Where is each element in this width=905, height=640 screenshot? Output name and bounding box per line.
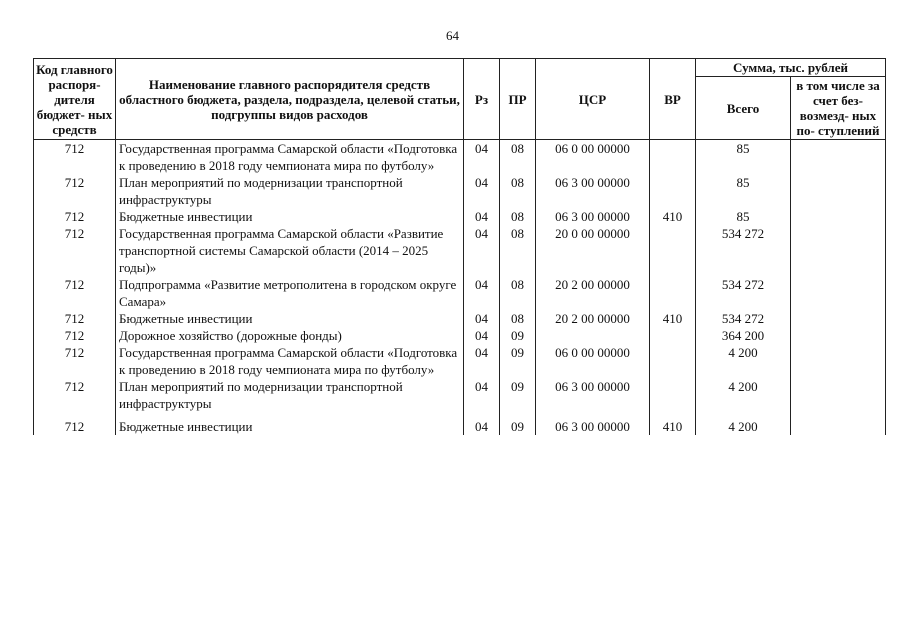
cell-incl bbox=[791, 174, 886, 208]
cell-rz: 04 bbox=[464, 378, 500, 412]
cell-code: 712 bbox=[34, 412, 116, 435]
cell-rz: 04 bbox=[464, 327, 500, 344]
cell-code: 712 bbox=[34, 310, 116, 327]
cell-code: 712 bbox=[34, 174, 116, 208]
header-total: Всего bbox=[696, 77, 791, 140]
cell-pr: 09 bbox=[500, 412, 536, 435]
header-code: Код главного распоря- дителя бюджет- ных средств bbox=[34, 59, 116, 140]
cell-total: 4 200 bbox=[696, 378, 791, 412]
cell-name: Государственная программа Самарской области «Подготовка к проведению в 2018 году чемпионата мира по футболу» bbox=[116, 140, 464, 175]
cell-pr: 09 bbox=[500, 378, 536, 412]
cell-csr bbox=[536, 327, 650, 344]
cell-name: План мероприятий по модернизации транспортной инфраструктуры bbox=[116, 174, 464, 208]
cell-incl bbox=[791, 344, 886, 378]
cell-total: 364 200 bbox=[696, 327, 791, 344]
cell-csr: 06 3 00 00000 bbox=[536, 174, 650, 208]
table-row bbox=[34, 412, 886, 435]
table-row bbox=[34, 174, 886, 208]
cell-total: 85 bbox=[696, 140, 791, 175]
cell-csr: 06 3 00 00000 bbox=[536, 412, 650, 435]
cell-pr: 09 bbox=[500, 327, 536, 344]
cell-rz: 04 bbox=[464, 344, 500, 378]
header-vr: ВР bbox=[650, 59, 696, 140]
table-row bbox=[34, 225, 886, 276]
cell-rz: 04 bbox=[464, 140, 500, 175]
cell-code: 712 bbox=[34, 327, 116, 344]
cell-incl bbox=[791, 412, 886, 435]
table-row bbox=[34, 140, 886, 175]
header-incl: в том числе за счет без- возмезд- ных по- ступлений bbox=[791, 77, 886, 140]
table-row bbox=[34, 344, 886, 378]
cell-vr bbox=[650, 327, 696, 344]
cell-vr bbox=[650, 344, 696, 378]
cell-vr bbox=[650, 276, 696, 310]
cell-pr: 08 bbox=[500, 174, 536, 208]
cell-vr: 410 bbox=[650, 412, 696, 435]
cell-vr bbox=[650, 174, 696, 208]
header-rz: Рз bbox=[464, 59, 500, 140]
cell-rz: 04 bbox=[464, 310, 500, 327]
cell-name: Бюджетные инвестиции bbox=[116, 208, 464, 225]
cell-incl bbox=[791, 327, 886, 344]
cell-name: Подпрограмма «Развитие метрополитена в городском округе Самара» bbox=[116, 276, 464, 310]
cell-total: 534 272 bbox=[696, 276, 791, 310]
table-row bbox=[34, 327, 886, 344]
cell-rz: 04 bbox=[464, 225, 500, 276]
cell-code: 712 bbox=[34, 276, 116, 310]
budget-table bbox=[33, 58, 886, 435]
cell-total: 85 bbox=[696, 174, 791, 208]
header-pr: ПР bbox=[500, 59, 536, 140]
cell-vr: 410 bbox=[650, 310, 696, 327]
cell-total: 4 200 bbox=[696, 344, 791, 378]
page-number: 64 bbox=[446, 28, 459, 43]
cell-name: Государственная программа Самарской области «Подготовка к проведению в 2018 году чемпионата мира по футболу» bbox=[116, 344, 464, 378]
cell-rz: 04 bbox=[464, 412, 500, 435]
table-row bbox=[34, 378, 886, 412]
header-name: Наименование главного распорядителя средств областного бюджета, раздела, подраздела, целевой статьи, подгруппы видов расходов bbox=[116, 59, 464, 140]
cell-pr: 09 bbox=[500, 344, 536, 378]
cell-rz: 04 bbox=[464, 174, 500, 208]
cell-vr bbox=[650, 140, 696, 175]
cell-name: План мероприятий по модернизации транспортной инфраструктуры bbox=[116, 378, 464, 412]
cell-total: 534 272 bbox=[696, 225, 791, 276]
cell-total: 4 200 bbox=[696, 412, 791, 435]
table-row bbox=[34, 310, 886, 327]
cell-pr: 08 bbox=[500, 208, 536, 225]
cell-pr: 08 bbox=[500, 225, 536, 276]
cell-pr: 08 bbox=[500, 140, 536, 175]
cell-csr: 20 2 00 00000 bbox=[536, 276, 650, 310]
cell-vr bbox=[650, 378, 696, 412]
cell-code: 712 bbox=[34, 225, 116, 276]
cell-rz: 04 bbox=[464, 208, 500, 225]
cell-name: Бюджетные инвестиции bbox=[116, 310, 464, 327]
cell-csr: 20 0 00 00000 bbox=[536, 225, 650, 276]
table-row bbox=[34, 276, 886, 310]
cell-csr: 06 3 00 00000 bbox=[536, 378, 650, 412]
cell-total: 534 272 bbox=[696, 310, 791, 327]
header-sum: Сумма, тыс. рублей bbox=[696, 59, 886, 77]
cell-incl bbox=[791, 225, 886, 276]
cell-incl bbox=[791, 208, 886, 225]
cell-code: 712 bbox=[34, 344, 116, 378]
cell-vr bbox=[650, 225, 696, 276]
cell-incl bbox=[791, 276, 886, 310]
cell-code: 712 bbox=[34, 208, 116, 225]
cell-pr: 08 bbox=[500, 310, 536, 327]
cell-total: 85 bbox=[696, 208, 791, 225]
cell-name: Бюджетные инвестиции bbox=[116, 412, 464, 435]
cell-incl bbox=[791, 378, 886, 412]
cell-name: Дорожное хозяйство (дорожные фонды) bbox=[116, 327, 464, 344]
cell-csr: 06 0 00 00000 bbox=[536, 140, 650, 175]
cell-name: Государственная программа Самарской области «Развитие транспортной системы Самарской области (2014 – 2025 годы)» bbox=[116, 225, 464, 276]
cell-code: 712 bbox=[34, 140, 116, 175]
cell-incl bbox=[791, 140, 886, 175]
cell-vr: 410 bbox=[650, 208, 696, 225]
cell-csr: 06 0 00 00000 bbox=[536, 344, 650, 378]
cell-rz: 04 bbox=[464, 276, 500, 310]
cell-csr: 06 3 00 00000 bbox=[536, 208, 650, 225]
cell-incl bbox=[791, 310, 886, 327]
table-row bbox=[34, 208, 886, 225]
cell-pr: 08 bbox=[500, 276, 536, 310]
cell-code: 712 bbox=[34, 378, 116, 412]
header-csr: ЦСР bbox=[536, 59, 650, 140]
cell-csr: 20 2 00 00000 bbox=[536, 310, 650, 327]
